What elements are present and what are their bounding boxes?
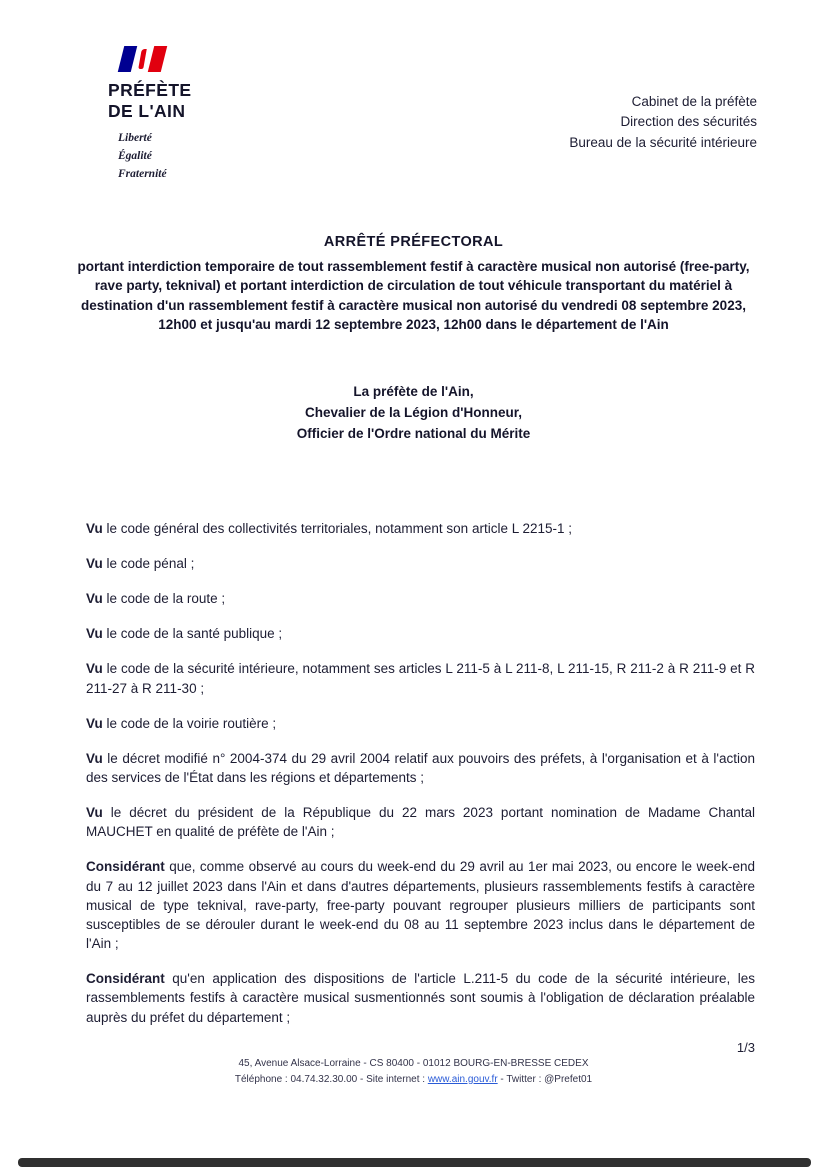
motto-fraternite: Fraternité xyxy=(118,167,167,180)
page-number: 1/3 xyxy=(736,1040,755,1055)
scan-artifact-bar xyxy=(18,1158,811,1167)
paragraph-text: le code pénal ; xyxy=(106,555,195,571)
paragraph-vu-5 xyxy=(86,659,755,697)
republic-motto xyxy=(118,130,278,183)
paragraph-text: le code de la sécurité intérieure, notamment ses articles L 211-5 à L 211-8, L 211-15, R 211-2 à R 211-9 et R 211-27 à R 211-30 ; xyxy=(86,661,755,696)
footer-address: 45, Avenue Alsace-Lorraine - CS 80400 - 01012 BOURG-EN-BRESSE CEDEX xyxy=(238,1058,589,1069)
paragraph-text: le code de la route ; xyxy=(106,591,226,607)
paragraph-vu-7 xyxy=(86,749,755,787)
footer-phone: Téléphone : 04.74.32.30.00 - Site internet : xyxy=(234,1073,428,1085)
footer-website-link[interactable]: www.ain.gouv.fr xyxy=(427,1073,498,1085)
paragraph-considerant-1 xyxy=(86,857,755,953)
footer-contact-line xyxy=(0,1072,827,1088)
document-subtitle: portant interdiction temporaire de tout rassemblement festif à caractère musical non autorisé (free-party, rave party, teknival) et portant interdiction de circulation de tout véhicule transportant du matériel à destination d'un rassemblement festif à caractère musical non autorisé du vendredi 08 septembre 2023, 12h00 et jusqu'au mardi 12 septembre 2023, 12h00 dans le département de l'Ain xyxy=(77,258,750,333)
government-logo xyxy=(108,44,278,184)
paragraph-vu-2 xyxy=(86,554,755,573)
issuing-office-block xyxy=(569,92,757,153)
office-line-bureau: Bureau de la sécurité intérieure xyxy=(569,134,757,150)
authority-line-1: La préfète de l'Ain, xyxy=(353,383,474,399)
paragraph-lead: Considérant xyxy=(86,971,165,987)
motto-egalite: Égalité xyxy=(118,150,152,163)
paragraph-text: le décret modifié n° 2004-374 du 29 avril 2004 relatif aux pouvoirs des préfets, à l'organisation et à l'action des services de l'État dans les régions et départements ; xyxy=(86,750,755,785)
paragraph-vu-3 xyxy=(86,589,755,608)
paragraph-vu-4 xyxy=(86,624,755,643)
paragraph-lead: Considérant xyxy=(86,859,165,875)
paragraph-text: le code général des collectivités territoriales, notamment son article L 2215-1 ; xyxy=(106,520,573,536)
document-body xyxy=(86,519,755,1027)
paragraph-text: le code de la santé publique ; xyxy=(106,626,283,642)
paragraph-lead: Vu xyxy=(86,520,103,536)
authority-line-2: Chevalier de la Légion d'Honneur, xyxy=(304,404,522,420)
paragraph-lead: Vu xyxy=(86,715,103,731)
institution-name-line1: PRÉFÈTE xyxy=(108,80,192,100)
paragraph-vu-6 xyxy=(86,714,755,733)
paragraph-vu-1 xyxy=(86,519,755,538)
signing-authority-block xyxy=(0,382,827,445)
paragraph-vu-8 xyxy=(86,803,755,841)
paragraph-lead: Vu xyxy=(86,591,103,607)
marianne-flag-icon xyxy=(118,44,166,74)
footer-twitter: - Twitter : @Prefet01 xyxy=(497,1073,593,1085)
paragraph-text: qu'en application des dispositions de l'article L.211-5 du code de la sécurité intérieure, les rassemblements festifs à caractère musical susmentionnés sont soumis à l'obligation de déclaration préalable auprès du préfet du département ; xyxy=(86,971,755,1025)
paragraph-lead: Vu xyxy=(86,805,103,821)
paragraph-text: le décret du président de la République du 22 mars 2023 portant nomination de Madame Chantal MAUCHET en qualité de préfète de l'Ain ; xyxy=(86,805,755,840)
office-line-cabinet: Cabinet de la préfète xyxy=(631,94,757,109)
paragraph-lead: Vu xyxy=(86,555,103,571)
institution-name-line2: DE L'AIN xyxy=(108,100,186,121)
document-header xyxy=(0,0,827,184)
motto-liberte: Liberté xyxy=(118,132,152,145)
document-title-block xyxy=(0,234,827,335)
paragraph-text: le code de la voirie routière ; xyxy=(106,715,277,731)
paragraph-lead: Vu xyxy=(86,750,103,766)
document-title: ARRÊTÉ PRÉFECTORAL xyxy=(323,233,504,250)
paragraph-lead: Vu xyxy=(86,626,103,642)
paragraph-considerant-2 xyxy=(86,969,755,1026)
office-line-direction: Direction des sécurités xyxy=(620,114,757,130)
paragraph-lead: Vu xyxy=(86,661,103,677)
document-footer xyxy=(0,1056,827,1087)
paragraph-text: que, comme observé au cours du week-end du 29 avril au 1er mai 2023, ou encore le week-end du 7 au 12 juillet 2023 dans l'Ain et dans d'autres départements, plusieurs rassemblements festifs à caractère musical de type teknival, rave-party, free-party pouvant regrouper plusieurs milliers de participants sont susceptibles de se dérouler durant le week-end du 08 au 11 septembre 2023 inclus dans le département de l'Ain ; xyxy=(86,859,755,952)
authority-line-3: Officier de l'Ordre national du Mérite xyxy=(296,425,531,441)
